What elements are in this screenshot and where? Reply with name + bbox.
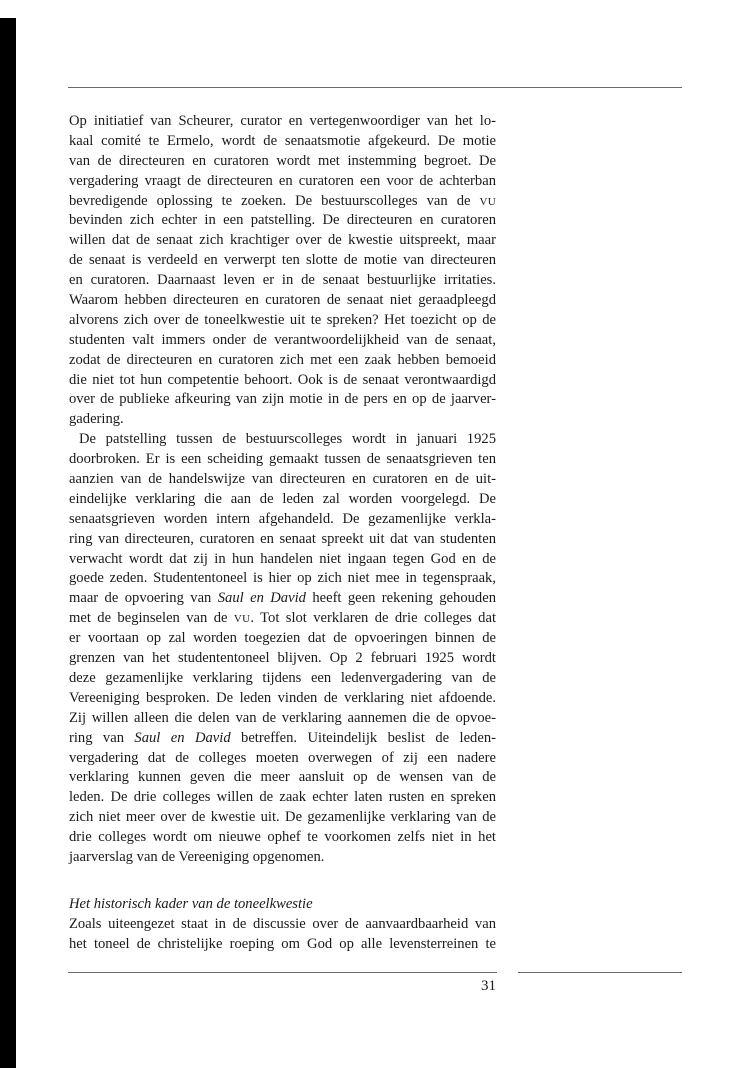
text-line [69, 629, 496, 649]
blank-line [69, 868, 496, 895]
small-caps-abbreviation: VU [479, 195, 496, 208]
text-span: vergadering dat de colleges moeten overwegen of zij een nadere [69, 749, 496, 766]
text-line [69, 351, 496, 371]
small-caps-abbreviation: VU [233, 613, 251, 626]
body-text [69, 112, 496, 955]
text-line [69, 828, 496, 848]
text-span: studenten valt immers onder de verantwoordelijkheid van de senaat, [69, 331, 496, 348]
text-line [69, 669, 496, 689]
italic-title: Saul en David [134, 729, 231, 746]
text-span: van de directeuren en curatoren wordt met instemming begroet. De [69, 152, 496, 169]
text-span: Zij willen alleen die delen van de verklaring aannemen die de opvoe- [69, 709, 496, 726]
heading-text: Het historisch kader van de toneelkwestie [69, 895, 313, 912]
text-span: die niet tot hun competentie behoort. Ook is de senaat verontwaardigd [69, 371, 496, 388]
text-span: De patstelling tussen de bestuurscolleges wordt in januari 1925 [79, 431, 496, 448]
text-span: kaal comité te Ermelo, wordt de senaatsmotie afgekeurd. De motie [69, 132, 496, 149]
text-line [69, 331, 496, 351]
text-line [69, 112, 496, 132]
text-line [69, 410, 496, 430]
text-span: eindelijke verklaring die aan de leden zal worden voorgelegd. De [69, 490, 496, 507]
text-line [69, 729, 496, 749]
text-line [69, 152, 496, 172]
text-span: willen dat de senaat zich krachtiger over de kwestie uitspreekt, maar [69, 232, 496, 249]
text-line [69, 192, 496, 212]
scan-edge-black-bar [0, 18, 16, 1068]
text-line [69, 251, 496, 271]
text-line [69, 768, 496, 788]
text-span: met de beginselen van de [69, 610, 234, 627]
text-span: betreffen. Uiteindelijk beslist de leden- [230, 729, 496, 746]
text-line [69, 530, 496, 550]
text-line [69, 848, 496, 868]
text-line [69, 550, 496, 570]
text-span: zodat de directeuren en curatoren zich met een zaak hebben bemoeid [69, 351, 496, 368]
text-span: maar de opvoering van [69, 590, 218, 607]
text-line [69, 510, 496, 530]
text-span: en curatoren. Daarnaast leven er in de senaat bestuurlijke irritaties. [69, 272, 496, 289]
text-span: over de publieke afkeuring van zijn motie in de pers en op de jaarver- [69, 391, 496, 408]
text-span: bevinden zich echter in een patstelling. De directeuren en curatoren [69, 212, 496, 229]
text-line [69, 788, 496, 808]
text-span: Op initiatief van Scheurer, curator en vertegenwoordiger van het lo- [69, 113, 496, 129]
text-line [69, 709, 496, 729]
text-line [69, 569, 496, 589]
text-line [69, 211, 496, 231]
text-line [69, 291, 496, 311]
text-span: senaatsgrieven worden intern afgehandeld. De gezamenlijke verkla- [69, 510, 496, 527]
header-rule [68, 87, 682, 88]
text-span: Zoals uiteengezet staat in de discussie over de aanvaardbaarheid van [69, 915, 496, 932]
text-line [69, 470, 496, 490]
text-line [69, 311, 496, 331]
text-span: Vereeniging besproken. De leden vinden de verklaring niet afdoende. [69, 689, 496, 706]
footer-rule-left [68, 972, 497, 973]
text-span: . Tot slot verklaren de drie colleges dat [250, 610, 496, 627]
text-line [69, 808, 496, 828]
text-span: goede zeden. Studententoneel is hier op zich niet mee in tegenspraak, [69, 570, 496, 587]
text-span: ring van directeuren, curatoren en senaat spreekt uit dat van studenten [69, 530, 496, 547]
text-line [69, 430, 496, 450]
text-line [69, 450, 496, 470]
text-line [69, 371, 496, 391]
text-span: verklaring kunnen geven die meer aansluit op de wensen van de [69, 769, 496, 786]
text-line [69, 490, 496, 510]
italic-title: Saul en David [217, 590, 306, 607]
text-span: ring van [69, 729, 135, 746]
text-span: het toneel de christelijke roeping om God op alle levensterreinen te [69, 935, 496, 952]
text-span: aanzien van de handelswijze van directeuren en curatoren en de uit- [69, 471, 496, 488]
text-span: jaarverslag van de Vereeniging opgenomen. [69, 848, 325, 865]
text-span: gadering. [69, 411, 124, 428]
text-span: Waarom hebben directeuren en curatoren de senaat niet geraadpleegd [69, 292, 496, 309]
text-span: de senaat is verdeeld en verwerpt ten slotte de motie van directeuren [69, 252, 496, 269]
text-line [69, 649, 496, 669]
text-line [69, 935, 496, 955]
text-span: drie colleges wordt om nieuwe ophef te voorkomen zelfs niet in het [69, 829, 496, 846]
text-span: vergadering vraagt de directeuren en curatoren een voor de achterban [69, 172, 496, 189]
footer-rule-right [518, 972, 682, 973]
text-line [69, 231, 496, 251]
section-heading [69, 895, 496, 915]
page-number: 31 [481, 978, 496, 994]
text-span: bevredigende oplossing te zoeken. De bestuurscolleges van de [69, 192, 480, 209]
text-line [69, 749, 496, 769]
text-span: heeft geen rekening gehouden [305, 590, 496, 607]
text-span: grenzen van het studententoneel blijven. Op 2 februari 1925 wordt [69, 650, 496, 667]
text-line [69, 915, 496, 935]
text-span: deze gezamenlijke verklaring tijdens een ledenvergadering van de [69, 669, 496, 686]
text-span: doorbroken. Er is een scheiding gemaakt tussen de senaatsgrieven ten [69, 451, 496, 468]
text-span: zich niet meer over de kwestie uit. De gezamenlijke verklaring van de [69, 809, 496, 826]
text-span: verwacht wordt dat zij in hun handelen niet ingaan tegen God en de [69, 550, 496, 567]
text-line [69, 172, 496, 192]
text-line [69, 589, 496, 609]
text-line [69, 609, 496, 629]
text-line [69, 689, 496, 709]
text-span: alvorens zich over de toneelkwestie uit te spreken? Het toezicht op de [69, 311, 496, 328]
text-line [69, 390, 496, 410]
text-line [69, 271, 496, 291]
text-span: leden. De drie colleges willen de zaak echter laten rusten en spreken [69, 789, 496, 806]
text-span: er voortaan op zal worden toegezien dat de opvoeringen binnen de [69, 630, 496, 647]
text-line [69, 132, 496, 152]
